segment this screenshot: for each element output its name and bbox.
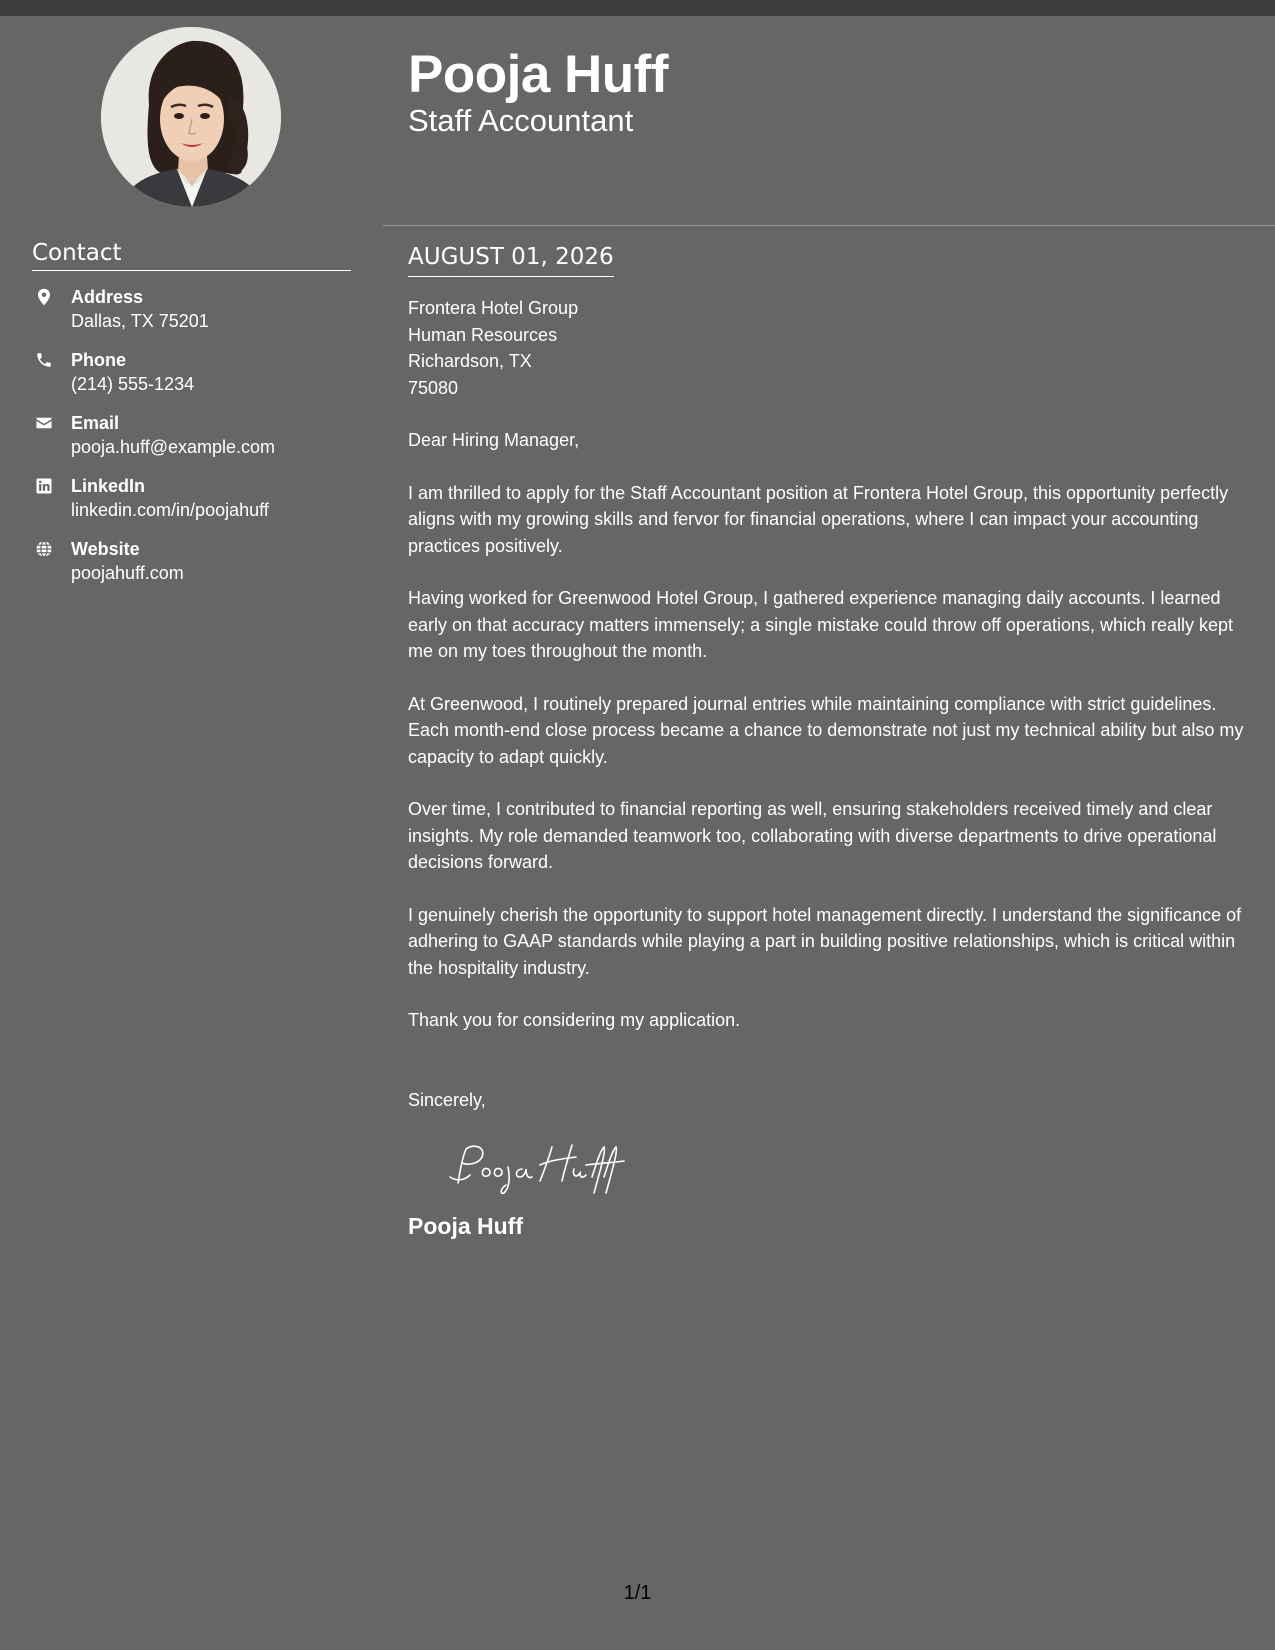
- contact-item-website: [32, 536, 362, 599]
- envelope-icon: [35, 414, 53, 432]
- closing: Sincerely,: [408, 1089, 486, 1110]
- paragraph: I am thrilled to apply for the Staff Accountant position at Frontera Hotel Group, this opportunity perfectly aligns with my growing skills and fervor for financial operations, where I can impact your accounting practices positively.: [408, 482, 1229, 556]
- letter-body: [408, 242, 1258, 1241]
- sidebar: [0, 16, 383, 1650]
- phone-icon: [35, 351, 53, 369]
- recipient-line: Frontera Hotel Group: [408, 298, 579, 318]
- globe-icon: [35, 540, 53, 558]
- contact-label: Email: [71, 413, 120, 433]
- letter-date: AUGUST 01, 2026: [408, 242, 614, 277]
- linkedin-icon: [35, 477, 53, 495]
- signed-name: Pooja Huff: [408, 1213, 523, 1239]
- contact-item-phone: [32, 347, 362, 410]
- contact-label: LinkedIn: [71, 476, 146, 496]
- recipient-line: 75080: [408, 377, 459, 398]
- contact-heading: Contact: [32, 240, 351, 271]
- paragraph: Thank you for considering my application.: [408, 1010, 741, 1030]
- map-pin-icon: [35, 288, 53, 306]
- email-value[interactable]: pooja.huff@example.com: [71, 437, 276, 457]
- linkedin-value[interactable]: linkedin.com/in/poojahuff: [71, 500, 269, 520]
- contact-label: Website: [71, 539, 140, 559]
- contact-item-address: [32, 284, 362, 347]
- contact-item-email: [32, 410, 362, 473]
- top-bar: [0, 0, 1275, 16]
- phone-value: (214) 555-1234: [71, 374, 195, 394]
- cover-letter-page: [0, 16, 1275, 1650]
- recipient-address: [408, 295, 1258, 401]
- contact-label: Phone: [71, 350, 127, 370]
- page-number: 1/1: [623, 1582, 652, 1604]
- handwritten-signature: [444, 1137, 1258, 1197]
- recipient-line: Human Resources: [408, 324, 558, 345]
- salutation: Dear Hiring Manager,: [408, 430, 580, 450]
- contact-list: [32, 284, 362, 599]
- paragraph: I genuinely cherish the opportunity to support hotel management directly. I understand the significance of adhering to GAAP standards while playing a part in building positive relationships, which is critical within the hospitality industry.: [408, 904, 1242, 978]
- paragraph: Over time, I contributed to financial reporting as well, ensuring stakeholders received timely and clear insights. My role demanded teamwork too, collaborating with diverse departments to drive operational decisions forward.: [408, 799, 1217, 872]
- paragraph: Having worked for Greenwood Hotel Group, I gathered experience managing daily accounts. I learned early on that accuracy matters immensely; a single mistake could throw off operations, which really kept me on my toes throughout the month.: [408, 588, 1234, 661]
- contact-label: Address: [71, 287, 144, 307]
- header-divider: [383, 225, 1275, 226]
- recipient-line: Richardson, TX: [408, 351, 532, 371]
- address-value: Dallas, TX 75201: [71, 311, 209, 331]
- website-value[interactable]: poojahuff.com: [71, 563, 184, 583]
- profile-photo: [101, 27, 281, 207]
- job-title: Staff Accountant: [408, 103, 634, 138]
- applicant-name: Pooja Huff: [408, 45, 668, 104]
- paragraph: At Greenwood, I routinely prepared journal entries while maintaining compliance with strict guidelines. Each month-end close process became a chance to demonstrate not just my technical ability but also my capacity to adapt quickly.: [408, 693, 1244, 767]
- letter-text: [408, 427, 1258, 1113]
- contact-item-linkedin: [32, 473, 362, 536]
